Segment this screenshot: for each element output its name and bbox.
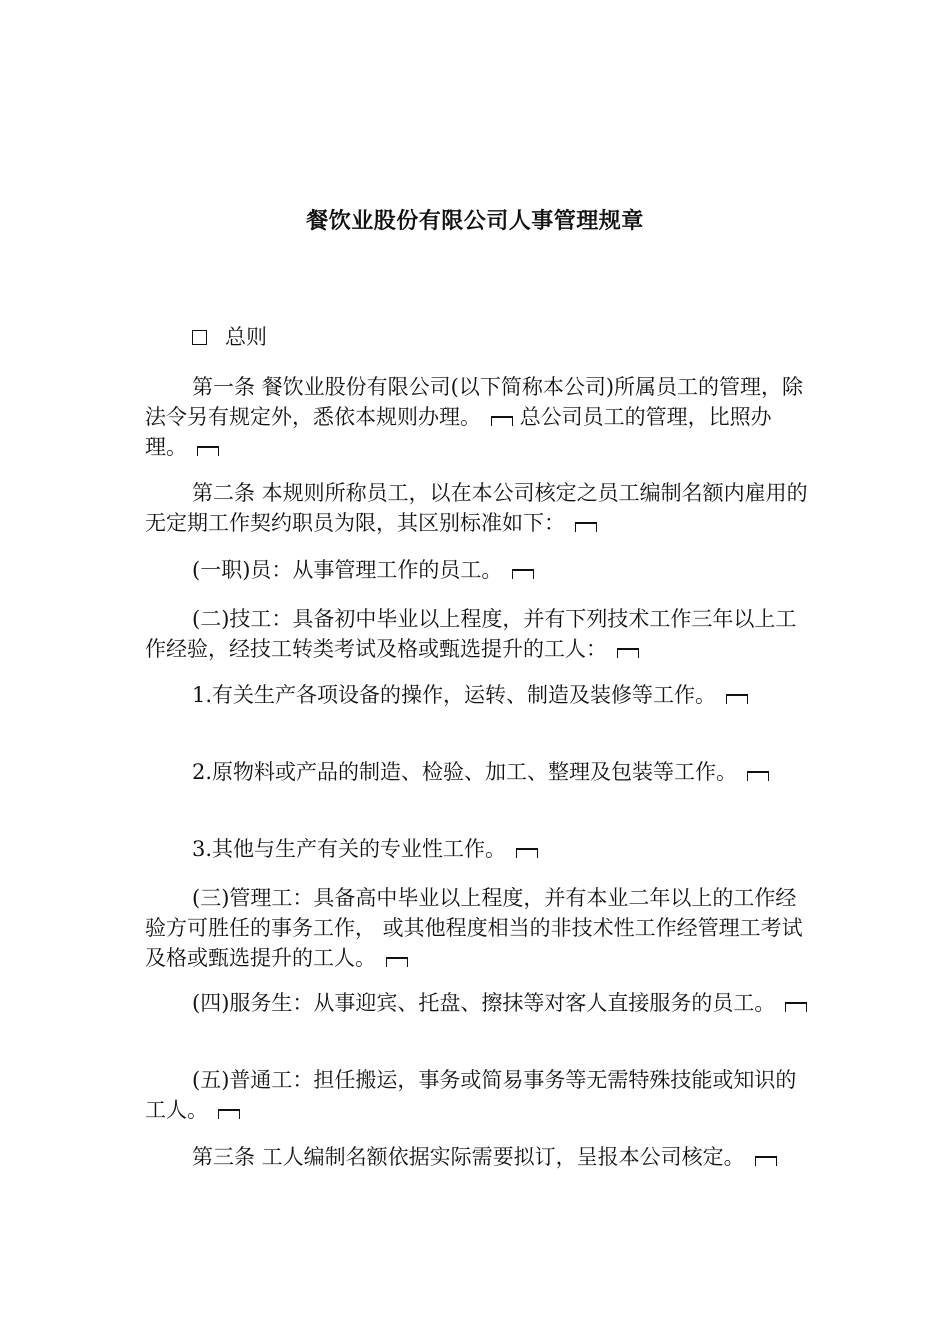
section-heading-label: 总则 [225,325,267,349]
paragraph-item-1 [145,555,810,585]
paragraph-article-2 [145,478,810,538]
paragraph-mark-icon [218,1109,240,1119]
paragraph-mark-icon [491,416,513,426]
paragraph-item-3 [145,883,810,973]
paragraph-text: (四)服务生：从事迎宾、托盘、擦抹等对客人直接服务的员工。 [192,991,776,1015]
section-heading [192,322,267,352]
paragraph-text: 2.原物料或产品的制造、检验、加工、整理及包装等工作。 [192,760,738,784]
document-title: 餐饮业股份有限公司人事管理规章 [306,208,644,234]
paragraph-mark-icon [386,957,408,967]
paragraph-text: 第二条 本规则所称员工，以在本公司核定之员工编制名额内雇用的无定期工作契约职员为限，其区别标准如下： [145,481,808,535]
paragraph-mark-icon [617,648,639,658]
paragraph-article-1 [145,372,810,462]
paragraph-mark-icon [726,694,748,704]
paragraph-text: 第三条 工人编制名额依据实际需要拟订，呈报本公司核定。 [192,1145,745,1169]
paragraph-mark-icon [512,569,534,579]
paragraph-text: 1.有关生产各项设备的操作，运转、制造及装修等工作。 [192,683,717,707]
paragraph-subitem-2 [145,757,810,787]
paragraph-text: 第一条 餐饮业股份有限公司(以下简称本公司)所属员工的管理，除法令另有规定外，悉依本规则办理。 [145,375,804,429]
paragraph-subitem-1 [145,680,810,710]
paragraph-mark-icon [575,522,597,532]
paragraph-mark-icon [785,1002,807,1012]
paragraph-mark-icon [747,771,769,781]
paragraph-mark-icon [516,848,538,858]
paragraph-item-4 [145,988,810,1018]
paragraph-text: 总公司员工的管理，比照办理。 [145,405,772,459]
paragraph-item-5 [145,1065,810,1125]
paragraph-mark-icon [197,446,219,456]
paragraph-text: (二)技工：具备初中毕业以上程度，并有下列技术工作三年以上工作经验，经技工转类考试及格或甄选提升的工人： [145,607,797,661]
paragraph-text: (三)管理工：具备高中毕业以上程度，并有本业二年以上的工作经验方可胜任的事务工作， 或其他程度相当的非技术性工作经管理工考试及格或甄选提升的工人。 [145,886,803,970]
paragraph-article-3 [145,1142,810,1172]
paragraph-subitem-3 [145,834,810,864]
paragraph-mark-icon [755,1156,777,1166]
paragraph-text: (一职)员：从事管理工作的员工。 [192,558,503,582]
paragraph-text: 3.其他与生产有关的专业性工作。 [192,837,507,861]
paragraph-item-2 [145,604,810,664]
paragraph-text: (五)普通工：担任搬运，事务或简易事务等无需特殊技能或知识的工人。 [145,1068,797,1122]
checkbox-icon [192,330,207,345]
